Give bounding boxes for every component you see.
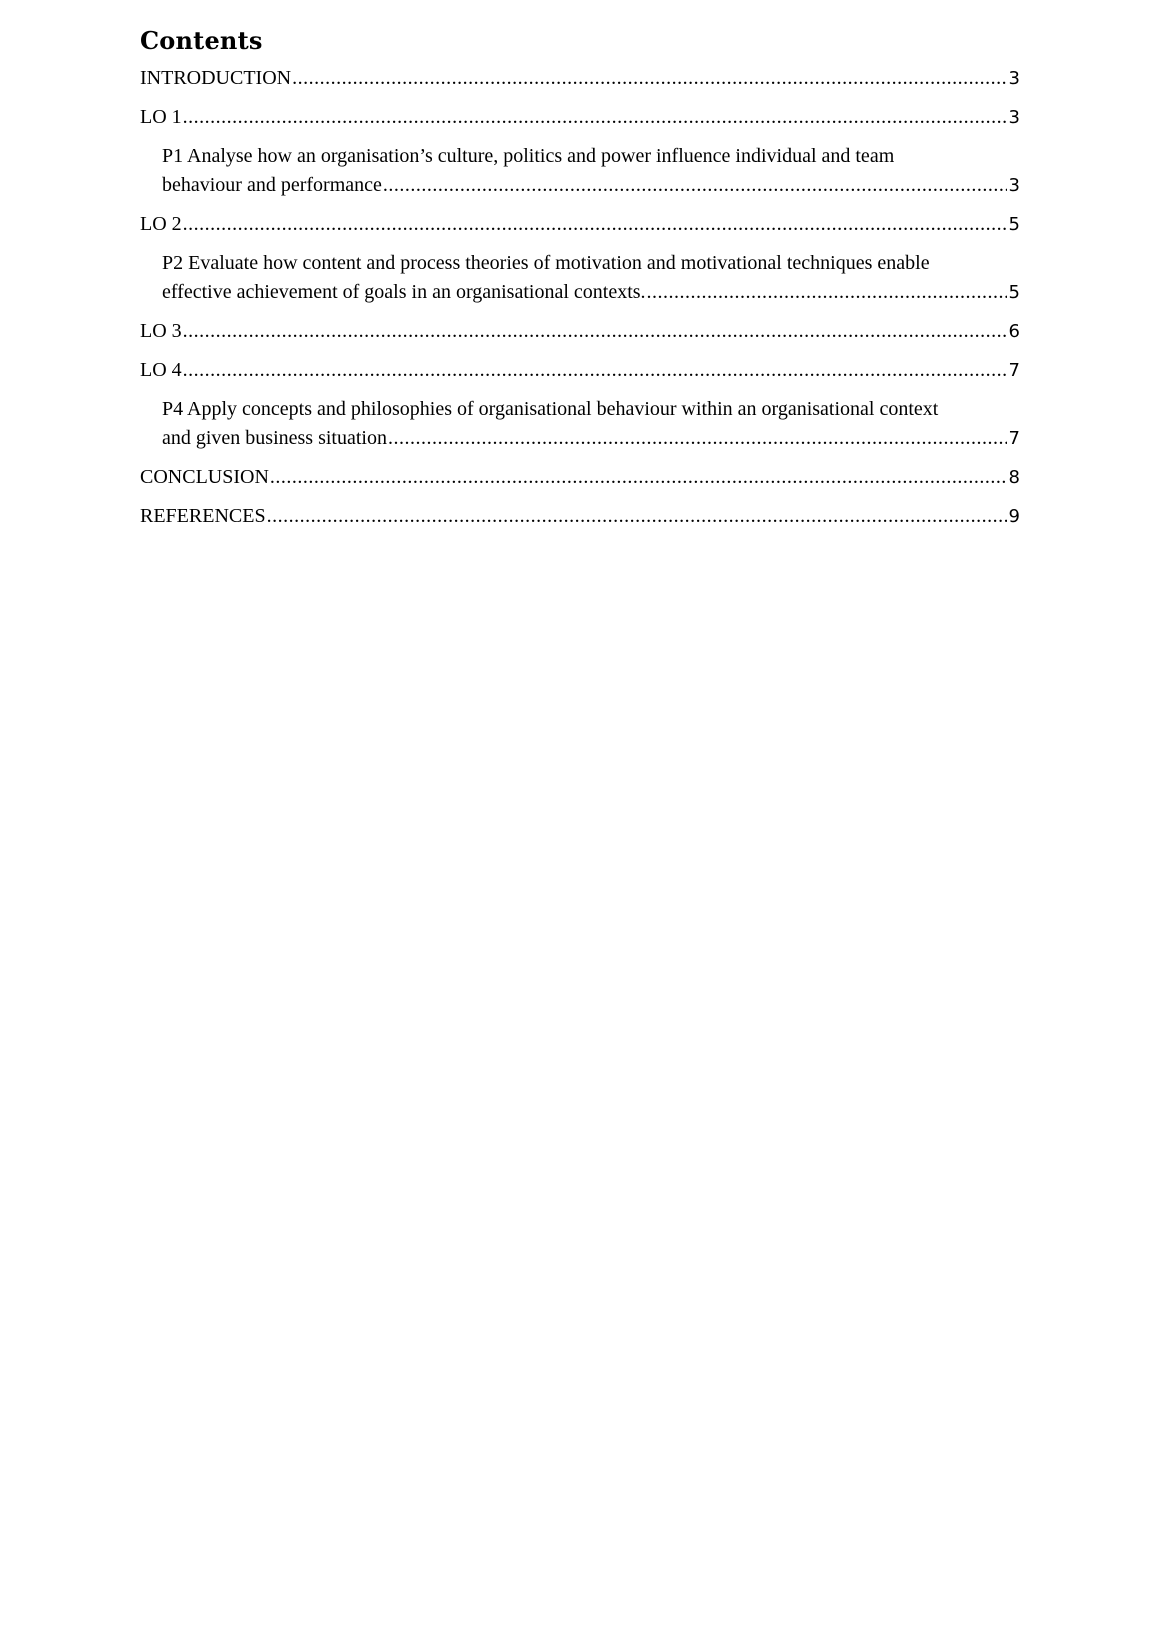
dot-leader: [183, 356, 1007, 385]
document-page: [140, 24, 1020, 541]
dot-leader: [292, 64, 1006, 93]
dot-leader: [183, 317, 1007, 346]
toc-entry-text: LO 3: [140, 320, 182, 342]
toc-entry-text-line2: behaviour and performance: [162, 174, 382, 196]
toc-entry-text-line1: P4 Apply concepts and philosophies of organisational behaviour within an organisational context: [162, 398, 939, 420]
toc-entry-p2[interactable]: [140, 249, 1020, 307]
toc-entry-text: LO 1: [140, 106, 182, 128]
toc-page-number: 5: [1008, 282, 1020, 303]
toc-entry-lo4[interactable]: [140, 356, 1020, 385]
dot-leader: [270, 463, 1007, 492]
toc-entry-text-line2: and given business situation: [162, 427, 387, 449]
toc-page-number: 6: [1008, 321, 1020, 342]
toc-page-number: 8: [1008, 467, 1020, 488]
toc-page-number: 3: [1008, 175, 1020, 196]
toc-entry-conclusion[interactable]: [140, 463, 1020, 492]
toc-entry-p4[interactable]: [140, 395, 1020, 453]
toc-entry-lo2[interactable]: [140, 210, 1020, 239]
toc-entry-text: INTRODUCTION: [140, 67, 292, 89]
toc-entry-text: CONCLUSION: [140, 466, 269, 488]
toc-entry-text-line1: P1 Analyse how an organisation’s culture, politics and power influence individual and team: [162, 145, 895, 167]
toc-page-number: 5: [1008, 214, 1020, 235]
dot-leader: [383, 171, 1007, 200]
dot-leader: [267, 502, 1007, 531]
toc-entry-text-line1: P2 Evaluate how content and process theories of motivation and motivational techniques enable: [162, 252, 930, 274]
toc-entry-lo3[interactable]: [140, 317, 1020, 346]
toc-entry-p1[interactable]: [140, 142, 1020, 200]
toc-entry-lo1[interactable]: [140, 103, 1020, 132]
toc-entry-introduction[interactable]: [140, 64, 1020, 93]
dot-leader: [647, 278, 1007, 307]
dot-leader: [388, 424, 1007, 453]
toc-page-number: 3: [1008, 68, 1020, 89]
dot-leader: [183, 210, 1007, 239]
toc-heading: Contents: [140, 26, 263, 55]
toc-entry-references[interactable]: [140, 502, 1020, 531]
toc-page-number: 7: [1008, 360, 1020, 381]
toc-entry-text: LO 2: [140, 213, 182, 235]
toc-entry-text-line2: effective achievement of goals in an organisational contexts.: [162, 281, 646, 303]
toc-page-number: 9: [1008, 506, 1020, 527]
toc-page-number: 7: [1008, 428, 1020, 449]
toc-page-number: 3: [1008, 107, 1020, 128]
toc-entry-text: LO 4: [140, 359, 182, 381]
dot-leader: [183, 103, 1007, 132]
toc-entry-text: REFERENCES: [140, 505, 266, 527]
